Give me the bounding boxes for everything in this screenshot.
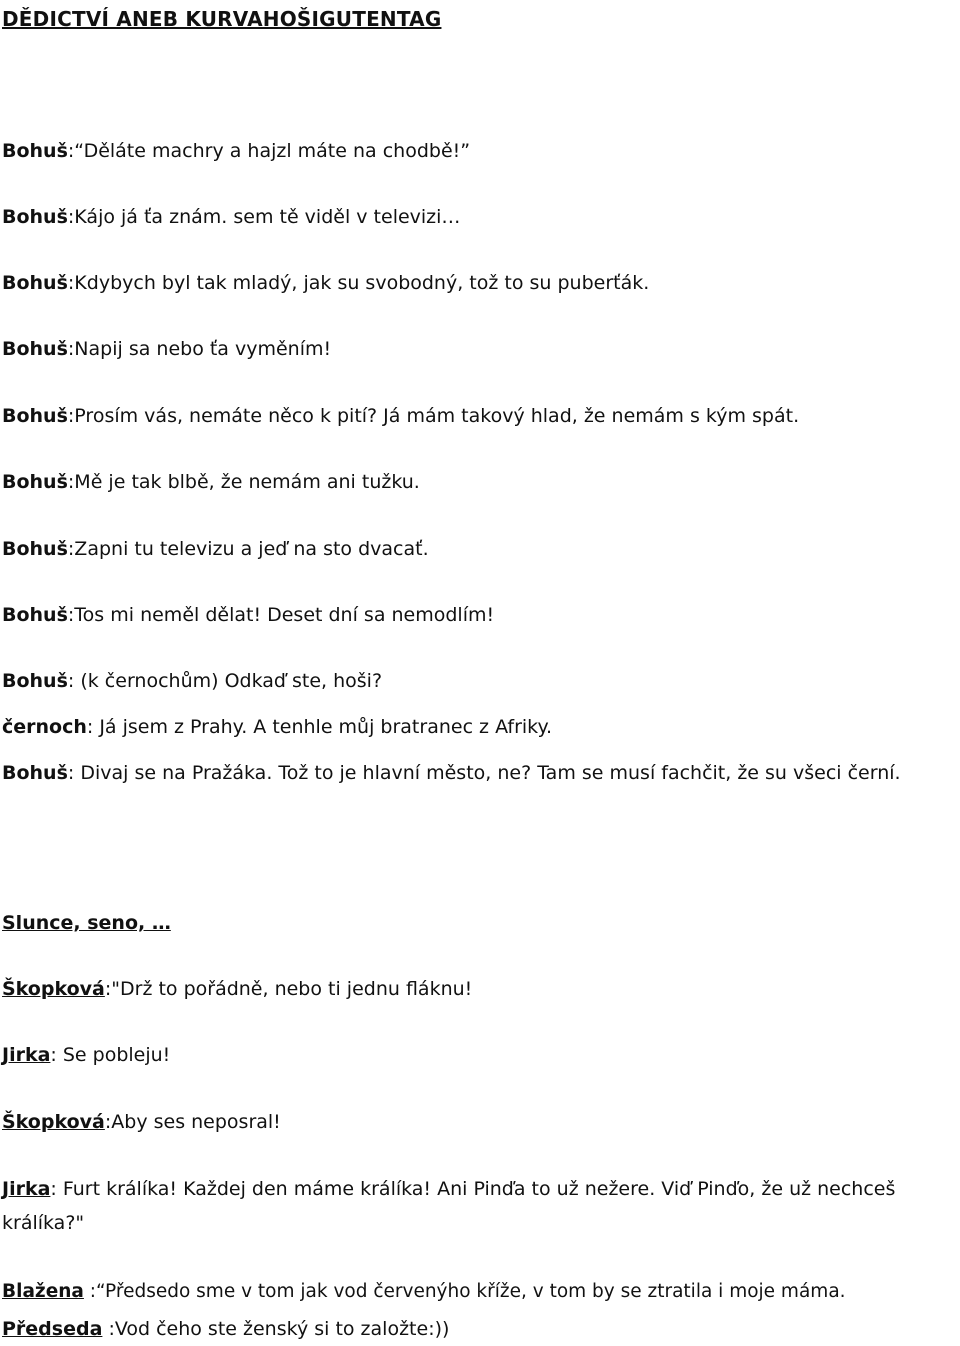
dialogue-line <box>2 1312 956 1346</box>
dialogue-text: : Se pobleju! <box>50 1044 171 1066</box>
dialogue-text: :“Děláte machry a hajzl máte na chodbě!” <box>67 140 471 162</box>
dialogue-text: :Kájo já ťa znám. sem tě viděl v televizi… <box>67 206 461 228</box>
dialogue-text: : Furt králíka! Každej den máme králíka! Ani Pinďa to už nežere. Viď Pinďo, že už nechceš králíka?" <box>2 1178 896 1234</box>
dialogue-text: :Kdybych byl tak mladý, jak su svobodný, tož to su puberťák. <box>67 272 650 294</box>
dialogue-text: :Napij sa nebo ťa vyměním! <box>67 338 332 360</box>
dialogue-line <box>2 266 956 300</box>
dialogue-line <box>2 664 956 698</box>
speaker-name: Předseda <box>2 1318 103 1340</box>
dialogue-text: : Divaj se na Pražáka. Tož to je hlavní město, ne? Tam se musí fachčit, že su všeci černí. <box>67 762 901 784</box>
speaker-name: Jirka <box>2 1178 51 1200</box>
dialogue-text: :Mě je tak blbě, že nemám ani tužku. <box>67 471 420 493</box>
dialogue-text: :"Drž to pořádně, nebo ti jednu fláknu! <box>104 978 473 1000</box>
dialogue-line <box>2 1172 956 1240</box>
dialogue-line <box>2 134 956 168</box>
dialogue-line <box>2 598 956 632</box>
speaker-name: Bohuš <box>2 471 68 493</box>
speaker-name: Bohuš <box>2 405 68 427</box>
dialogue-text: :Prosím vás, nemáte něco k pití? Já mám takový hlad, že nemám s kým spát. <box>67 405 800 427</box>
dialogue-line <box>2 1038 956 1072</box>
speaker-name: Bohuš <box>2 140 68 162</box>
document-title: DĚDICTVÍ ANEB KURVAHOŠIGUTENTAG <box>2 7 442 31</box>
speaker-name: Bohuš <box>2 538 68 560</box>
speaker-name: Škopková <box>2 1111 105 1133</box>
dialogue-line <box>2 399 956 433</box>
speaker-name: Bohuš <box>2 206 68 228</box>
dialogue-line <box>2 1275 956 1309</box>
dialogue-line <box>2 200 956 234</box>
dialogue-line <box>2 972 956 1006</box>
speaker-name: Bohuš <box>2 762 68 784</box>
speaker-name: Jirka <box>2 1044 51 1066</box>
speaker-name: Bohuš <box>2 670 68 692</box>
dialogue-line <box>2 710 956 744</box>
speaker-name: černoch <box>2 716 87 738</box>
speaker-name: Blažena <box>2 1281 84 1302</box>
dialogue-text: :“Předsedo sme v tom jak vod červenýho kříže, v tom by se ztratila i moje máma. <box>83 1281 846 1302</box>
dialogue-text: : Já jsem z Prahy. A tenhle můj bratranec z Afriky. <box>86 716 553 738</box>
speaker-name: Škopková <box>2 978 105 1000</box>
dialogue-text: :Aby ses neposral! <box>104 1111 281 1133</box>
speaker-name: Bohuš <box>2 272 68 294</box>
speaker-name: Bohuš <box>2 604 68 626</box>
dialogue-text: :Vod čeho ste ženský si to založte:)) <box>102 1318 450 1340</box>
dialogue-line <box>2 1105 956 1139</box>
dialogue-line <box>2 532 956 566</box>
section-title: Slunce, seno, … <box>2 912 171 934</box>
dialogue-line <box>2 332 956 366</box>
dialogue-text: :Tos mi neměl dělat! Deset dní sa nemodlím! <box>67 604 495 626</box>
dialogue-text: :Zapni tu televizu a jeď na sto dvacať. <box>67 538 429 560</box>
speaker-name: Bohuš <box>2 338 68 360</box>
dialogue-text: : (k černochům) Odkaď ste, hoši? <box>67 670 383 692</box>
dialogue-line <box>2 756 956 790</box>
dialogue-line <box>2 465 956 499</box>
